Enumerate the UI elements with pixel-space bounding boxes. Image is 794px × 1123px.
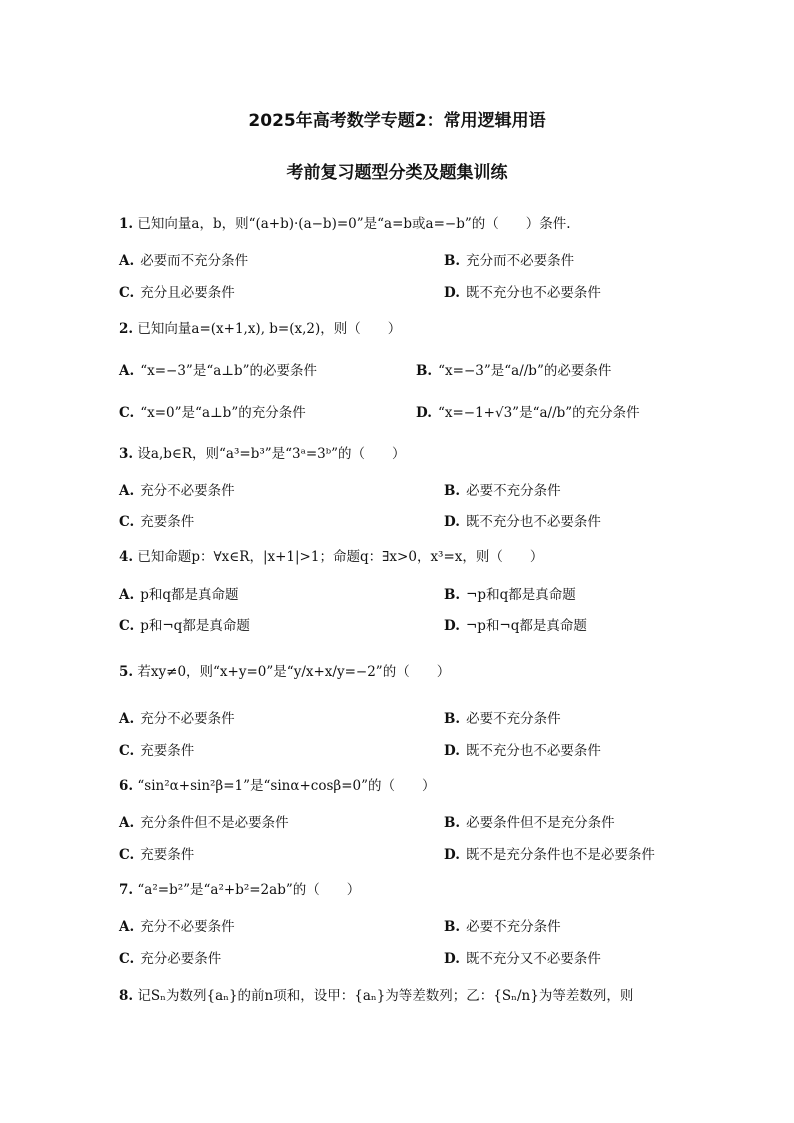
option-a: A. 必要而不充分条件 bbox=[119, 253, 249, 269]
option-c: C. 充分且必要条件 bbox=[119, 285, 235, 301]
option-d: D. 既不充分也不必要条件 bbox=[444, 514, 601, 530]
question-4 bbox=[119, 545, 543, 565]
option-a: A. 充分条件但不是必要条件 bbox=[119, 815, 289, 831]
question-stem: 已知向量a，b，则“(a+b)·(a−b)=0”是“a=b或a=−b”的（ ）条件. bbox=[137, 216, 571, 232]
question-6 bbox=[119, 774, 436, 794]
option-b: B. 必要不充分条件 bbox=[444, 711, 561, 727]
question-8 bbox=[119, 984, 633, 1004]
question-stem: 若xy≠0，则“x+y=0”是“y/x+x/y=−2”的（ ） bbox=[137, 664, 451, 680]
option-a: A. “x=−3”是“a⊥b”的必要条件 bbox=[119, 363, 318, 379]
option-a: A. 充分不必要条件 bbox=[119, 483, 235, 499]
option-c: C. “x=0”是“a⊥b”的充分条件 bbox=[119, 405, 306, 421]
question-3 bbox=[119, 442, 406, 462]
question-number: 1. bbox=[119, 216, 134, 232]
question-7 bbox=[119, 878, 360, 898]
question-number: 5. bbox=[119, 664, 134, 680]
question-stem: 记Sₙ为数列{aₙ}的前n项和，设甲：{aₙ}为等差数列；乙：{Sₙ/n}为等差数列，则 bbox=[137, 988, 634, 1004]
question-5 bbox=[119, 660, 450, 680]
option-d: D. 既不充分也不必要条件 bbox=[444, 743, 601, 759]
question-stem: 已知命题p：∀x∈R，|x+1|>1；命题q：∃x>0，x³=x，则（ ） bbox=[137, 549, 544, 565]
option-b: B. 必要条件但不是充分条件 bbox=[444, 815, 615, 831]
page-subtitle: 考前复习题型分类及题集训练 bbox=[286, 163, 508, 183]
option-d: D. ¬p和¬q都是真命题 bbox=[444, 618, 587, 634]
question-stem: 设a,b∈R，则“a³=b³”是“3ᵃ=3ᵇ”的（ ） bbox=[137, 446, 406, 462]
option-a: A. p和q都是真命题 bbox=[119, 587, 239, 603]
option-b: B. 必要不充分条件 bbox=[444, 483, 561, 499]
option-d: D. “x=−1+√3”是“a//b”的充分条件 bbox=[416, 405, 640, 421]
option-b: B. 必要不充分条件 bbox=[444, 919, 561, 935]
option-d: D. 既不充分也不必要条件 bbox=[444, 285, 601, 301]
option-c: C. 充要条件 bbox=[119, 743, 195, 759]
question-number: 6. bbox=[119, 778, 134, 794]
option-c: C. 充要条件 bbox=[119, 514, 195, 530]
option-d: D. 既不是充分条件也不是必要条件 bbox=[444, 847, 655, 863]
option-b: B. 充分而不必要条件 bbox=[444, 253, 575, 269]
option-c: C. p和¬q都是真命题 bbox=[119, 618, 250, 634]
option-a: A. 充分不必要条件 bbox=[119, 919, 235, 935]
question-number: 4. bbox=[119, 549, 134, 565]
question-stem: “sin²α+sin²β=1”是“sinα+cosβ=0”的（ ） bbox=[137, 778, 436, 794]
question-stem: 已知向量a=(x+1,x), b=(x,2)，则（ ） bbox=[137, 321, 402, 337]
option-c: C. 充要条件 bbox=[119, 847, 195, 863]
question-2 bbox=[119, 317, 401, 337]
option-c: C. 充分必要条件 bbox=[119, 951, 222, 967]
option-b: B. “x=−3”是“a//b”的必要条件 bbox=[416, 363, 612, 379]
question-number: 3. bbox=[119, 446, 134, 462]
question-number: 7. bbox=[119, 882, 134, 898]
page-title: 2025年高考数学专题2：常用逻辑用语 bbox=[248, 111, 546, 131]
question-stem: “a²=b²”是“a²+b²=2ab”的（ ） bbox=[137, 882, 361, 898]
question-number: 2. bbox=[119, 321, 134, 337]
option-d: D. 既不充分又不必要条件 bbox=[444, 951, 601, 967]
option-a: A. 充分不必要条件 bbox=[119, 711, 235, 727]
question-number: 8. bbox=[119, 988, 134, 1004]
option-b: B. ¬p和q都是真命题 bbox=[444, 587, 576, 603]
question-1 bbox=[119, 212, 571, 232]
